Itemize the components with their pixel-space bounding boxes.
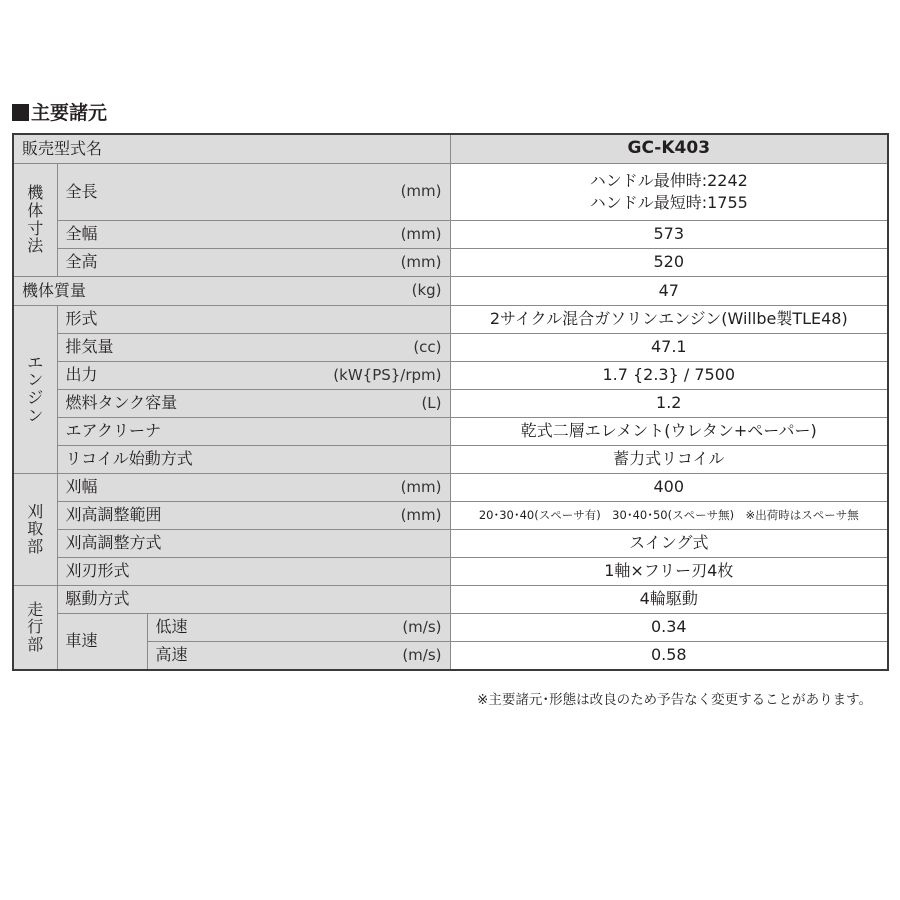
row-value: 1軸×フリー刃4枚: [450, 557, 888, 585]
row-value: 2サイクル混合ガソリンエンジン(Willbe製TLE48): [450, 305, 888, 333]
row-label: 刈高調整範囲 (mm): [57, 501, 450, 529]
row-label: 高速 (m/s): [147, 641, 450, 670]
section-title: 主要諸元: [12, 98, 107, 125]
table-row: [13, 501, 888, 529]
table-row: [13, 529, 888, 557]
table-row: [13, 333, 888, 361]
table-row: [13, 248, 888, 276]
row-value: 0.34: [450, 613, 888, 641]
row-value: 4輪駆動: [450, 585, 888, 613]
model-value: GC-K403: [450, 134, 888, 163]
row-label: 形式: [57, 305, 450, 333]
table-row: [13, 220, 888, 248]
row-value: 1.7 {2.3} / 7500: [450, 361, 888, 389]
row-value: 47: [450, 276, 888, 305]
group-label-body-dimensions: 機 体 寸 法: [13, 163, 57, 276]
spec-table: [12, 133, 889, 671]
row-value: 400: [450, 473, 888, 501]
row-value: 0.58: [450, 641, 888, 670]
row-value: スイング式: [450, 529, 888, 557]
table-row: [13, 389, 888, 417]
speed-label: 車速: [57, 613, 147, 670]
row-value: 乾式二層エレメント(ウレタン+ペーパー): [450, 417, 888, 445]
row-label: 刈幅 (mm): [57, 473, 450, 501]
row-label: 全幅 (mm): [57, 220, 450, 248]
table-row: [13, 473, 888, 501]
row-label: エアクリーナ: [57, 417, 450, 445]
row-value: 47.1: [450, 333, 888, 361]
row-label: 駆動方式: [57, 585, 450, 613]
row-label: 機体質量 (kg): [13, 276, 450, 305]
row-label: 排気量 (cc): [57, 333, 450, 361]
table-row: [13, 557, 888, 585]
header-row: [13, 134, 888, 163]
table-row: [13, 417, 888, 445]
table-row: [13, 276, 888, 305]
table-row: [13, 305, 888, 333]
row-label: 刈高調整方式: [57, 529, 450, 557]
row-value: 20･30･40(スペーサ有) 30･40･50(スペーサ無) ※出荷時はスペーサ無: [450, 501, 888, 529]
row-value: 573: [450, 220, 888, 248]
table-row: [13, 163, 888, 220]
model-label: 販売型式名: [13, 134, 450, 163]
table-row: [13, 613, 888, 641]
table-row: [13, 585, 888, 613]
row-value: ハンドル最伸時:2242 ハンドル最短時:1755: [450, 163, 888, 220]
row-value: 1.2: [450, 389, 888, 417]
footnote: ※主要諸元･形態は改良のため予告なく変更することがあります。: [477, 692, 872, 708]
row-label: リコイル始動方式: [57, 445, 450, 473]
group-label-travel: 走 行 部: [13, 585, 57, 670]
table-row: [13, 361, 888, 389]
group-label-mowing: 刈 取 部: [13, 473, 57, 585]
row-value: 520: [450, 248, 888, 276]
square-bullet-icon: [12, 104, 29, 121]
row-label: 全高 (mm): [57, 248, 450, 276]
row-label: 刈刃形式: [57, 557, 450, 585]
row-label: 出力 (kW{PS}/rpm): [57, 361, 450, 389]
row-label: 低速 (m/s): [147, 613, 450, 641]
table-row: [13, 445, 888, 473]
row-value: 蓄力式リコイル: [450, 445, 888, 473]
row-label: 燃料タンク容量 (L): [57, 389, 450, 417]
group-label-engine: エ ン ジ ン: [13, 305, 57, 473]
row-label: 全長 (mm): [57, 163, 450, 220]
